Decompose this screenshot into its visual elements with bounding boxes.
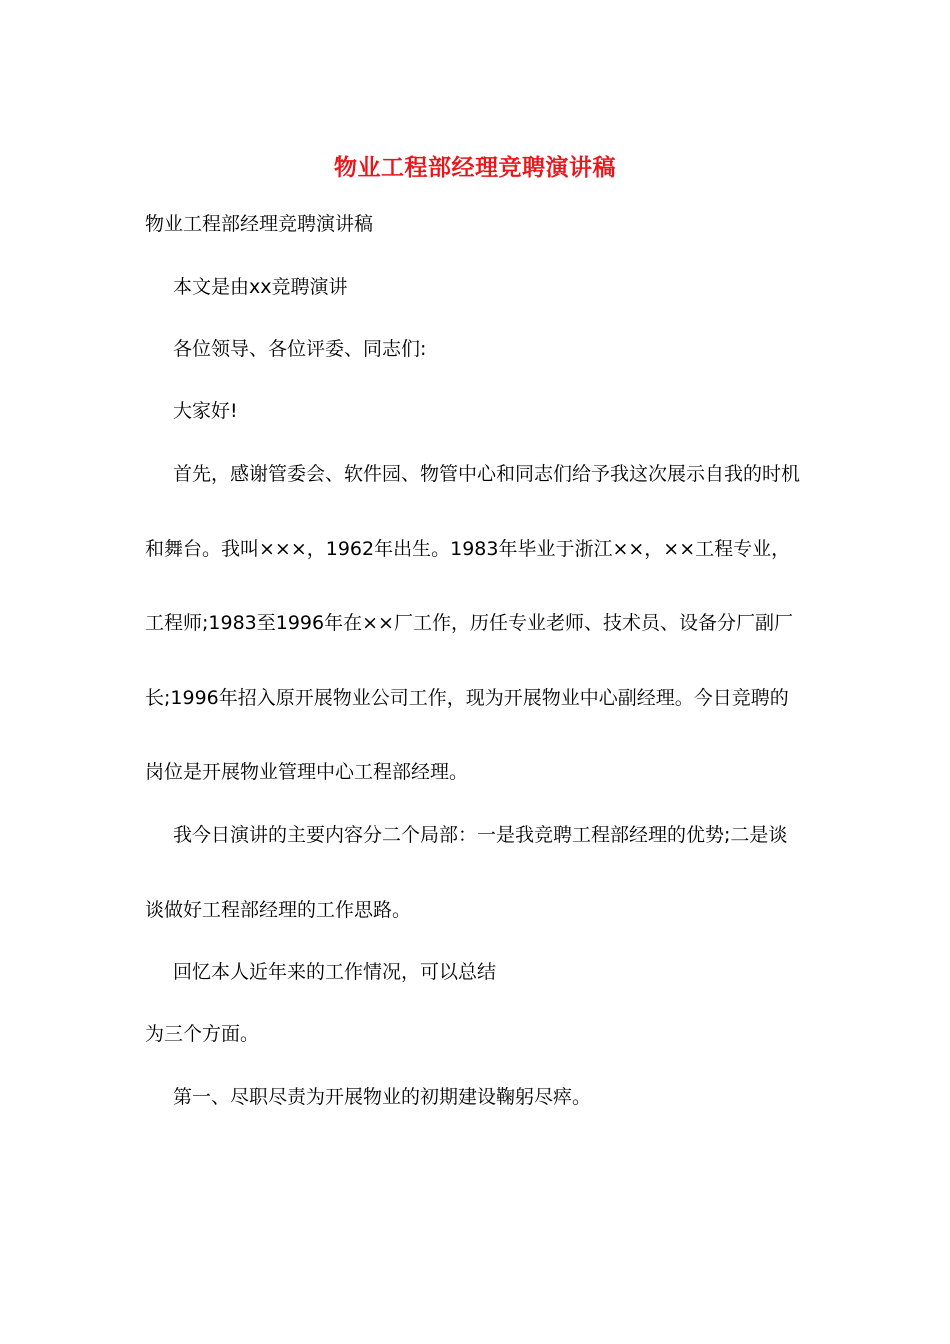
paragraph-line: 和舞台。我叫×××，1962年出生。1983年毕业于浙江××，××工程专业， bbox=[145, 538, 791, 560]
paragraph-line: 我今日演讲的主要内容分二个局部：一是我竞聘工程部经理的优势;二是谈 bbox=[173, 824, 788, 846]
paragraph-line: 岗位是开展物业管理中心工程部经理。 bbox=[145, 761, 469, 783]
document-subtitle: 物业工程部经理竞聘演讲稿 bbox=[145, 213, 374, 235]
paragraph-line: 为三个方面。 bbox=[145, 1023, 260, 1045]
paragraph-line: 工程师;1983至1996年在××厂工作，历任专业老师、技术员、设备分厂副厂 bbox=[145, 612, 793, 634]
document-title: 物业工程部经理竞聘演讲稿 bbox=[334, 154, 616, 181]
paragraph-line: 本文是由xx竞聘演讲 bbox=[173, 276, 348, 298]
paragraph-line: 大家好! bbox=[173, 400, 238, 422]
paragraph-line: 首先，感谢管委会、软件园、物管中心和同志们给予我这次展示自我的时机 bbox=[173, 463, 801, 485]
paragraph-line: 长;1996年招入原开展物业公司工作，现为开展物业中心副经理。今日竞聘的 bbox=[145, 687, 789, 709]
paragraph-line: 谈做好工程部经理的工作思路。 bbox=[145, 899, 412, 921]
paragraph-line: 回忆本人近年来的工作情况，可以总结 bbox=[173, 961, 497, 983]
paragraph-line: 各位领导、各位评委、同志们: bbox=[173, 338, 427, 360]
paragraph-line: 第一、尽职尽责为开展物业的初期建设鞠躬尽瘁。 bbox=[173, 1086, 592, 1108]
